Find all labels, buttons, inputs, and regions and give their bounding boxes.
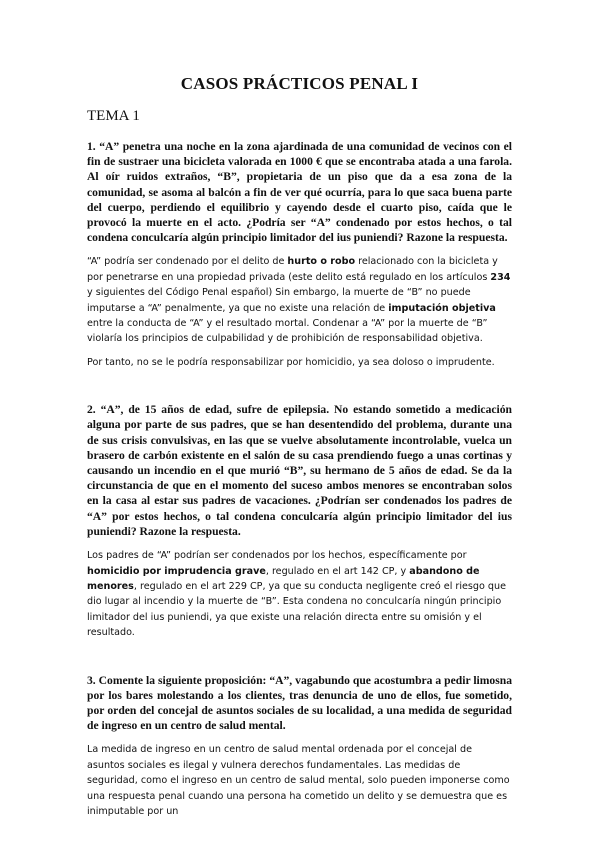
answer-bold: 234 (490, 271, 511, 283)
answer-bold: imputación objetiva (388, 302, 496, 314)
answer-bold: abandono de menores (87, 565, 480, 592)
answer-bold: hurto o robo (287, 256, 356, 268)
answer-text: y siguientes del Código Penal español) Sin embargo, la muerte de “B” no puede imputarse a “A” penalmente, ya que no existe una relación de (87, 287, 471, 314)
case-3-answer: La medida de ingreso en un centro de salud mental ordenada por el concejal de asuntos sociales es ilegal y vulnera derechos fundamentales. Las medidas de seguridad, como el ingreso en un centro de salud mental, solo pueden imponerse como una respuesta penal cuando una persona ha cometido un delito y se demuestra que es inimputable por un (87, 744, 510, 817)
answer-text: relacionado con la bicicleta y por penetrarse en una propiedad privada (este delito está regulado en los artículos (87, 256, 498, 283)
answer-text: , regulado en el art 142 CP, y (265, 565, 410, 577)
answer-text: “A” podría ser condenado por el delito de (87, 256, 288, 268)
case-2-answer (87, 548, 512, 640)
spacer (87, 649, 512, 673)
answer-text: , regulado en el art 229 CP, ya que su conducta negligente creó el riesgo que dio lugar al incendio y la muerte de “B”. Esta condena no conculcaría ningún principio limitador del ius puniendi, ya que existe una relación directa entre su omisión y el resultado. (87, 580, 507, 639)
document-title: CASOS PRÁCTICOS PENAL I (180, 74, 419, 93)
case-2-question: 2. “A”, de 15 años de edad, sufre de epilepsia. No estando sometido a medicación alguna por parte de sus padres, que se han desentendido del problema, durante una de sus crisis convulsivas, en las que se vuelve absolutamente incontrolable, vuelca un brasero de carbón existente en el salón de su casa prendiendo fuego a unas cortinas y causando un incendio en el que murió “B”, su hermano de 5 años de edad. Se da la circunstancia de que en el momento del suceso ambos menores se encontraban solos en la casa al estar sus padres de vacaciones. ¿Podrían ser condenados los padres de “A” por estos hechos, o tal condena conculcaría algún principio limitador del ius puniendi? Razone la respuesta. (87, 403, 512, 538)
case-1-question: 1. “A” penetra una noche en la zona ajardinada de una comunidad de vecinos con el fin de sustraer una bicicleta valorada en 1000 € que se encontraba atada a una farola. Al oír ruidos extraños, “B”, propietaria de un piso que da a esa zona de la comunidad, se asoma al balcón a fin de ver qué ocurría, para lo que saca buena parte del cuerpo, perdiendo el equilibrio y cayendo desde el cuarto piso, caída que le provocó la muerte en el acto. ¿Podría ser “A” condenado por estos hechos, o tal condena conculcaría algún principio limitador del ius puniendi? Razone la respuesta. (87, 140, 512, 245)
case-1-conclusion: Por tanto, no se le podría responsabilizar por homicidio, ya sea doloso o imprudente. (87, 356, 495, 368)
case-1-answer (87, 254, 512, 346)
answer-text: entre la conducta de “A” y el resultado mortal. Condenar a “A” por la muerte de “B” violaría los principios de culpabilidad y de prohibición de responsabilidad objetiva. (87, 318, 488, 345)
spacer (87, 378, 512, 402)
answer-text: Los padres de “A” podrían ser condenados por los hechos, específicamente por (87, 550, 467, 562)
answer-bold: homicidio por imprudencia grave (87, 565, 266, 577)
case-3-question: 3. Comente la siguiente proposición: “A”, vagabundo que acostumbra a pedir limosna por los bares molestando a los clientes, tras denuncia de uno de ellos, fue sometido, por orden del concejal de asuntos sociales de su localidad, a una medida de seguridad de ingreso en un centro de salud mental. (87, 673, 512, 733)
section-heading: TEMA 1 (87, 108, 140, 124)
